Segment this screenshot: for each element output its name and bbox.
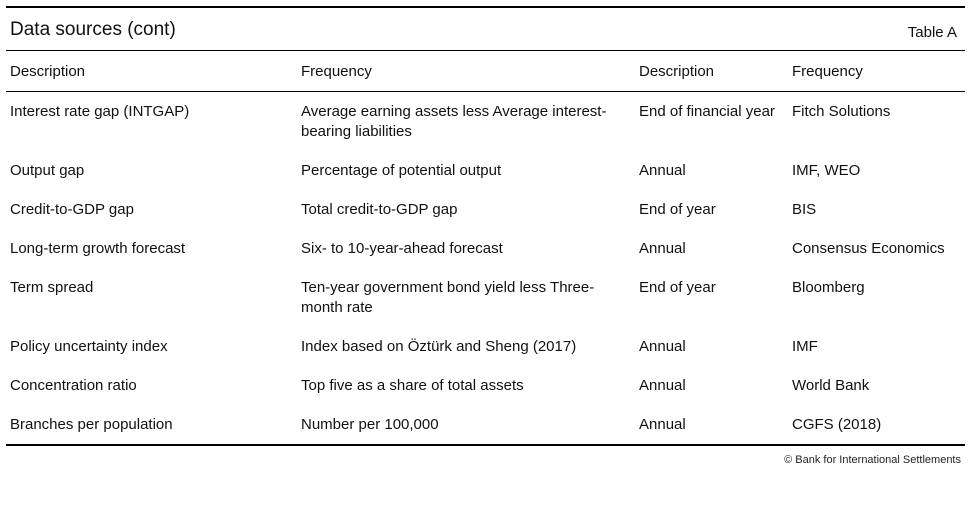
cell-description-2: Annual <box>639 162 686 179</box>
table-number-label: Table A <box>907 24 957 41</box>
cell-frequency-1: Percentage of potential output <box>301 162 502 179</box>
cell-frequency-1: Average earning assets less Average interest-bearing liabilities <box>301 103 607 140</box>
table-row <box>6 327 971 366</box>
cell-frequency-1: Six- to 10-year-ahead forecast <box>301 240 503 257</box>
cell-description-2: End of financial year <box>639 103 775 120</box>
data-sources-table <box>6 51 971 91</box>
table-row <box>6 229 971 268</box>
cell-frequency-2: CGFS (2018) <box>792 416 882 433</box>
table-row <box>6 366 971 405</box>
cell-description-1: Term spread <box>10 279 94 296</box>
table-page <box>0 6 971 527</box>
table-head <box>6 51 971 91</box>
cell-description-2: End of year <box>639 201 716 218</box>
column-header-description-1: Description <box>10 63 86 80</box>
table-row <box>6 190 971 229</box>
cell-frequency-1: Top five as a share of total assets <box>301 377 524 394</box>
cell-description-1: Interest rate gap (INTGAP) <box>10 103 190 120</box>
table-row <box>6 405 971 444</box>
cell-description-1: Credit-to-GDP gap <box>10 201 134 218</box>
cell-frequency-2: IMF, WEO <box>792 162 861 179</box>
cell-description-2: Annual <box>639 416 686 433</box>
table-row <box>6 151 971 190</box>
cell-frequency-1: Number per 100,000 <box>301 416 439 433</box>
cell-description-2: Annual <box>639 240 686 257</box>
cell-frequency-2: Bloomberg <box>792 279 865 296</box>
table-row <box>6 268 971 327</box>
table-header-row <box>6 51 971 91</box>
cell-frequency-1: Ten-year government bond yield less Three-month rate <box>301 279 595 316</box>
cell-description-1: Concentration ratio <box>10 377 137 394</box>
cell-description-2: Annual <box>639 338 686 355</box>
table-header <box>6 8 965 50</box>
cell-description-2: Annual <box>639 377 686 394</box>
cell-frequency-2: BIS <box>792 201 817 218</box>
page-title: Data sources (cont) <box>10 19 176 40</box>
column-header-frequency-2: Frequency <box>792 63 863 80</box>
cell-frequency-2: World Bank <box>792 377 870 394</box>
cell-frequency-2: IMF <box>792 338 818 355</box>
copyright-notice: © Bank for International Settlements <box>784 454 961 466</box>
cell-description-1: Output gap <box>10 162 85 179</box>
cell-description-1: Policy uncertainty index <box>10 338 168 355</box>
column-header-description-2: Description <box>639 63 715 80</box>
cell-frequency-1: Index based on Öztürk and Sheng (2017) <box>301 338 577 355</box>
cell-frequency-2: Consensus Economics <box>792 240 945 257</box>
column-header-frequency-1: Frequency <box>301 63 372 80</box>
table-row <box>6 92 971 151</box>
cell-description-2: End of year <box>639 279 716 296</box>
cell-description-1: Long-term growth forecast <box>10 240 186 257</box>
cell-frequency-2: Fitch Solutions <box>792 103 891 120</box>
cell-frequency-1: Total credit-to-GDP gap <box>301 201 458 218</box>
data-sources-table-body <box>6 92 971 444</box>
table-body <box>6 92 971 444</box>
cell-description-1: Branches per population <box>10 416 173 433</box>
